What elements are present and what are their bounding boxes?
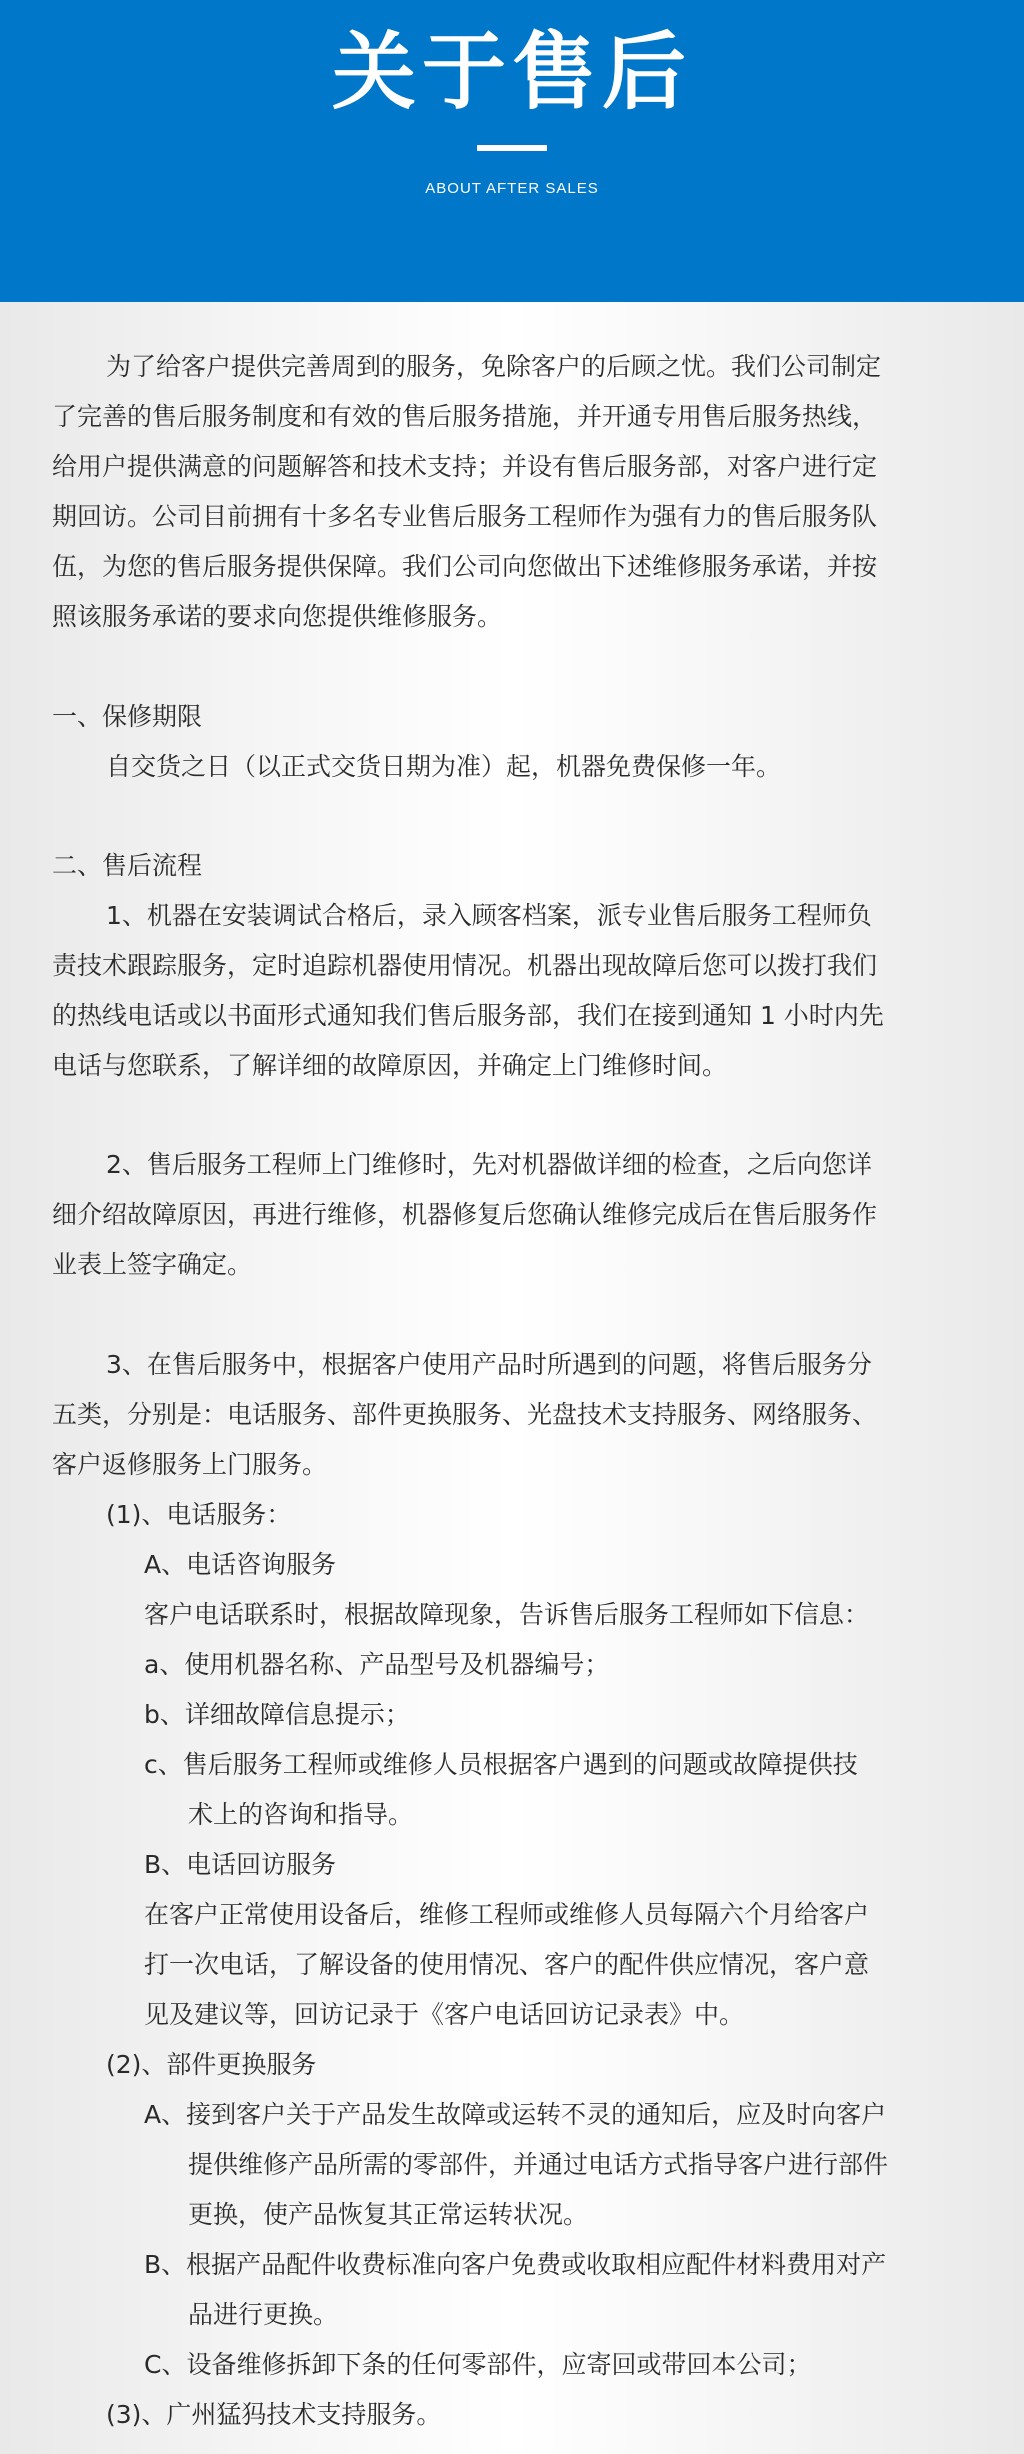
process-p1-line: 责技术跟踪服务，定时追踪机器使用情况。机器出现故障后您可以拨打我们 — [52, 951, 878, 980]
process-p2-line: 业表上签字确定。 — [52, 1250, 253, 1279]
intro-line: 为了给客户提供完善周到的服务，免除客户的后顾之忧。我们公司制定 — [106, 352, 882, 381]
process-p2-line: 2、售后服务工程师上门维修时，先对机器做详细的检查，之后向您详 — [106, 1150, 872, 1179]
page-title: 关于售后 — [331, 23, 692, 121]
phone-consult-item: c、售后服务工程师或维修人员根据客户遇到的问题或故障提供技 — [144, 1750, 858, 1779]
parts-service-heading: (2)、部件更换服务 — [106, 2050, 317, 2079]
process-p3-line: 3、在售后服务中，根据客户使用产品时所遇到的问题，将售后服务分 — [106, 1350, 872, 1379]
process-p3-line: 客户返修服务上门服务。 — [52, 1450, 328, 1479]
process-p1-line: 1、机器在安装调试合格后，录入顾客档案，派专业售后服务工程师负 — [106, 901, 872, 930]
parts-item-line: B、根据产品配件收费标准向客户免费或收取相应配件材料费用对产 — [144, 2250, 887, 2279]
intro-line: 伍，为您的售后服务提供保障。我们公司向您做出下述维修服务承诺，并按 — [52, 552, 878, 581]
process-p1-line: 的热线电话或以书面形式通知我们售后服务部，我们在接到通知 1 小时内先 — [52, 1001, 884, 1030]
tech-support-heading: (3)、广州猛犸技术支持服务。 — [106, 2400, 442, 2429]
warranty-text: 自交货之日（以正式交货日期为准）起，机器免费保修一年。 — [106, 752, 782, 781]
phone-followup-line: 见及建议等，回访记录于《客户电话回访记录表》中。 — [144, 2000, 745, 2029]
page-subtitle: ABOUT AFTER SALES — [425, 180, 599, 197]
intro-line: 照该服务承诺的要求向您提供维修服务。 — [52, 602, 503, 631]
process-p3-line: 五类，分别是：电话服务、部件更换服务、光盘技术支持服务、网络服务、 — [52, 1400, 878, 1429]
parts-item-line: 更换，使产品恢复其正常运转状况。 — [188, 2200, 589, 2229]
section-heading-process: 二、售后流程 — [52, 851, 203, 880]
intro-line: 期回访。公司目前拥有十多名专业售后服务工程师作为强有力的售后服务队 — [52, 502, 878, 531]
phone-followup-line: 在客户正常使用设备后，维修工程师或维修人员每隔六个月给客户 — [144, 1900, 870, 1929]
process-p1-line: 电话与您联系，了解详细的故障原因，并确定上门维修时间。 — [52, 1051, 728, 1080]
phone-consult-item: 术上的咨询和指导。 — [188, 1800, 414, 1829]
intro-line: 给用户提供满意的问题解答和技术支持；并设有售后服务部，对客户进行定 — [52, 452, 878, 481]
page-header — [0, 0, 1024, 302]
phone-consult-intro: 客户电话联系时，根据故障现象，告诉售后服务工程师如下信息： — [144, 1600, 870, 1629]
intro-line: 了完善的售后服务制度和有效的售后服务措施，并开通专用售后服务热线， — [52, 402, 878, 431]
parts-item-line: A、接到客户关于产品发生故障或运转不灵的通知后，应及时向客户 — [144, 2100, 887, 2129]
phone-followup-heading: B、电话回访服务 — [144, 1850, 337, 1879]
phone-consult-heading: A、电话咨询服务 — [144, 1550, 337, 1579]
parts-item-line: 提供维修产品所需的零部件，并通过电话方式指导客户进行部件 — [188, 2150, 889, 2179]
phone-followup-line: 打一次电话，了解设备的使用情况、客户的配件供应情况，客户意 — [144, 1950, 870, 1979]
process-p2-line: 细介绍故障原因，再进行维修，机器修复后您确认维修完成后在售后服务作 — [52, 1200, 878, 1229]
parts-item-line: C、设备维修拆卸下条的任何零部件，应寄回或带回本公司； — [144, 2350, 812, 2379]
phone-consult-item: a、使用机器名称、产品型号及机器编号； — [144, 1650, 610, 1679]
parts-item-line: 品进行更换。 — [188, 2300, 339, 2329]
section-heading-warranty: 一、保修期限 — [52, 702, 203, 731]
title-underline — [477, 145, 547, 151]
phone-consult-item: b、详细故障信息提示； — [144, 1700, 410, 1729]
phone-service-heading: (1)、电话服务： — [106, 1500, 292, 1529]
